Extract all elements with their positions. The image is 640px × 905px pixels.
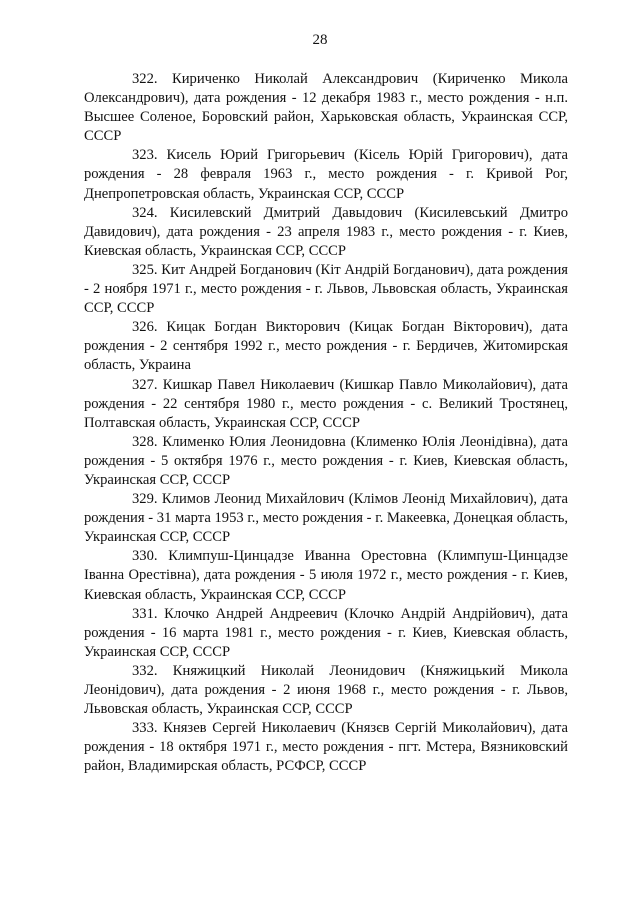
list-item: 331. Клочко Андрей Андреевич (Клочко Андрій Андрійович), дата рождения - 16 марта 1981 г., место рождения - г. Киев, Киевская область, Украинская ССР, СССР xyxy=(84,605,568,660)
list-item: 323. Кисель Юрий Григорьевич (Кісель Юрій Григорович), дата рождения - 28 февраля 1963 г., место рождения - г. Кривой Рог, Днепропетровская область, Украинская ССР, СССР xyxy=(84,147,568,202)
list-item: 325. Кит Андрей Богданович (Кіт Андрій Богданович), дата рождения - 2 ноября 1971 г., место рождения - г. Львов, Львовская область, Украинская ССР, СССР xyxy=(84,261,568,317)
entry-list xyxy=(84,70,568,776)
list-item: 333. Князев Сергей Николаевич (Князєв Сергій Миколайович), дата рождения - 18 октября 1971 г., место рождения - пгт. Мстера, Вязниковский район, Владимирская область, РСФСР, СССР xyxy=(84,720,568,775)
list-item: 327. Кишкар Павел Николаевич (Кишкар Павло Миколайович), дата рождения - 22 сентября 1980 г., место рождения - с. Великий Тростянец, Полтавская область, Украинская ССР, СССР xyxy=(84,376,568,431)
page-number: 28 xyxy=(312,32,328,48)
list-item: 324. Кисилевский Дмитрий Давыдович (Кисилевський Дмитро Давидович), дата рождения - 23 апреля 1983 г., место рождения - г. Киев, Киевская область, Украинская ССР, СССР xyxy=(84,204,568,259)
list-item: 329. Климов Леонид Михайлович (Клімов Леонід Михайлович), дата рождения - 31 марта 1953 г., место рождения - г. Макеевка, Донецкая область, Украинская ССР, СССР xyxy=(84,491,568,546)
list-item: 322. Кириченко Николай Александрович (Кириченко Микола Олександрович), дата рождения - 12 декабря 1983 г., место рождения - н.п. Высшее Соленое, Боровский район, Харьковская область, Украинская ССР, СССР xyxy=(84,71,568,145)
list-item: 330. Климпуш-Цинцадзе Иванна Орестовна (Климпуш-Цинцадзе Іванна Орестівна), дата рождения - 5 июля 1972 г., место рождения - г. Киев, Киевская область, Украинская ССР, СССР xyxy=(84,548,568,603)
list-item: 326. Кицак Богдан Викторович (Кицак Богдан Вікторович), дата рождения - 2 сентября 1992 г., место рождения - г. Бердичев, Житомирская область, Украина xyxy=(84,319,568,374)
list-item: 332. Княжицкий Николай Леонидович (Княжицький Микола Леонідович), дата рождения - 2 июня 1968 г., место рождения - г. Львов, Львовская область, Украинская ССР, СССР xyxy=(84,662,568,718)
list-item: 328. Клименко Юлия Леонидовна (Клименко Юлія Леонідівна), дата рождения - 5 октября 1976 г., место рождения - г. Киев, Киевская область, Украинская ССР, СССР xyxy=(84,433,568,488)
